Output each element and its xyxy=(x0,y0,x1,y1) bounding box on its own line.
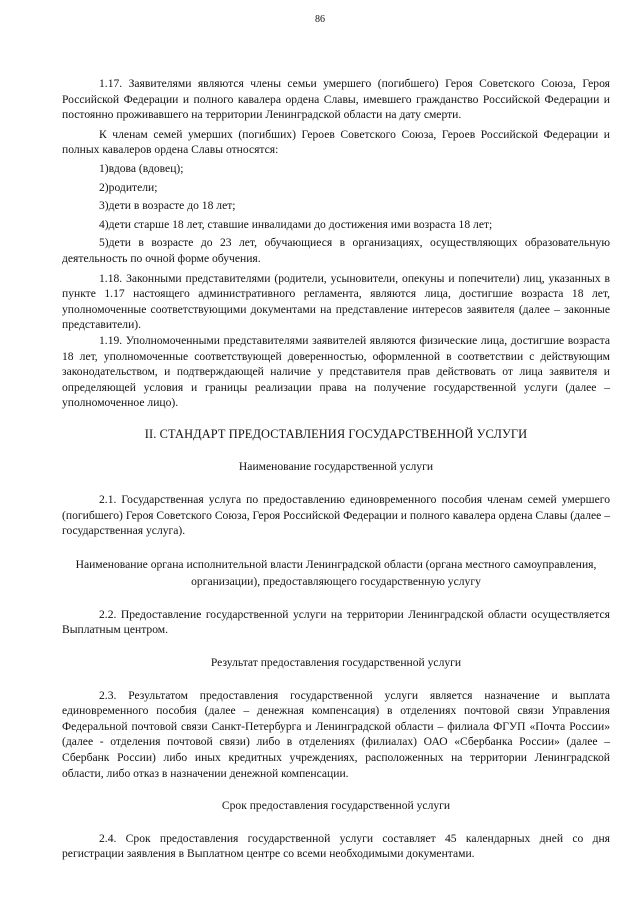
paragraph-1-18: 1.18. Законными представителями (родители, усыновители, опекуны и попечители) лиц, указанных в пункте 1.17 настоящего административного регламента, являются лица, достигшие возраста 18 лет, уполномоченные соответствующими документами на представление интересов заявителя (далее – законные представители). xyxy=(62,271,610,332)
section-title: II. СТАНДАРТ ПРЕДОСТАВЛЕНИЯ ГОСУДАРСТВЕННОЙ УСЛУГИ xyxy=(144,426,528,441)
paragraph-1-17: 1.17. Заявителями являются члены семьи умершего (погибшего) Героя Советского Союза, Героя Российской Федерации и полного кавалера ордена Славы, имевшего гражданство Российской Федерации и постоянно проживавшего на территории Ленинградской области на дату смерти. xyxy=(62,77,610,122)
list-item: 1)вдова (вдовец); xyxy=(99,161,184,175)
list-item: 2)родители; xyxy=(99,180,158,194)
paragraph-family-members-intro: К членам семей умерших (погибших) Героев Советского Союза, Героев Российской Федерации и полных кавалеров ордена Славы относятся: xyxy=(62,127,610,157)
list-item: 4)дети старше 18 лет, ставшие инвалидами до достижения ими возраста 18 лет; xyxy=(99,217,493,231)
paragraph-2-3: 2.3. Результатом предоставления государственной услуги является назначение и выплата единовременного пособия (далее – денежная компенсация) в отделениях почтовой связи Управления Федеральной почтовой связи Санкт-Петербурга и Ленинградской области – филиала ФГУП «Почта России» (далее - отделения почтовой связи) либо в отделениях (филиалах) ОАО «Сбербанка России» (далее – Сбербанк России) либо иных кредитных учреждениях, расположенных на территории Ленинградской области, либо отказ в назначении денежной компенсации. xyxy=(62,688,610,780)
paragraph-1-19: 1.19. Уполномоченными представителями заявителей являются физические лица, достигшие возраста 18 лет, уполномоченные соответствующей доверенностью, оформленной в соответствии с действующим законодательством, и подтверждающей наличие у представителя прав действовать от лица заявителя и определяющей условия и границы реализации права на получение государственной услуги (далее – уполномоченное лицо). xyxy=(62,333,610,410)
page-number: 86 xyxy=(315,14,325,25)
subheading-service-result: Результат предоставления государственной услуги xyxy=(210,656,462,670)
subheading-service-name: Наименование государственной услуги xyxy=(238,460,434,474)
subheading-service-term: Срок предоставления государственной услуги xyxy=(221,799,451,813)
paragraph-2-1: 2.1. Государственная услуга по предоставлению единовременного пособия членам семей умершего (погибшего) Героя Советского Союза, Героя Российской Федерации и полного кавалера ордена Славы (далее – государственная услуга). xyxy=(62,493,610,538)
list-item: 5)дети в возрасте до 23 лет, обучающиеся в организациях, осуществляющих образовательную деятельность по очной форме обучения. xyxy=(62,236,610,265)
paragraph-2-2: 2.2. Предоставление государственной услуги на территории Ленинградской области осуществляется Выплатным центром. xyxy=(62,607,610,637)
list-item: 3)дети в возрасте до 18 лет; xyxy=(99,199,236,213)
document-body xyxy=(62,76,610,862)
paragraph-2-4: 2.4. Срок предоставления государственной услуги составляет 45 календарных дней со дня регистрации заявления в Выплатном центре со всеми необходимыми документами. xyxy=(62,831,610,861)
subheading-authority-name: Наименование органа исполнительной власти Ленинградской области (органа местного самоуправления, организации), предоставляющего государственную услугу xyxy=(75,557,597,588)
